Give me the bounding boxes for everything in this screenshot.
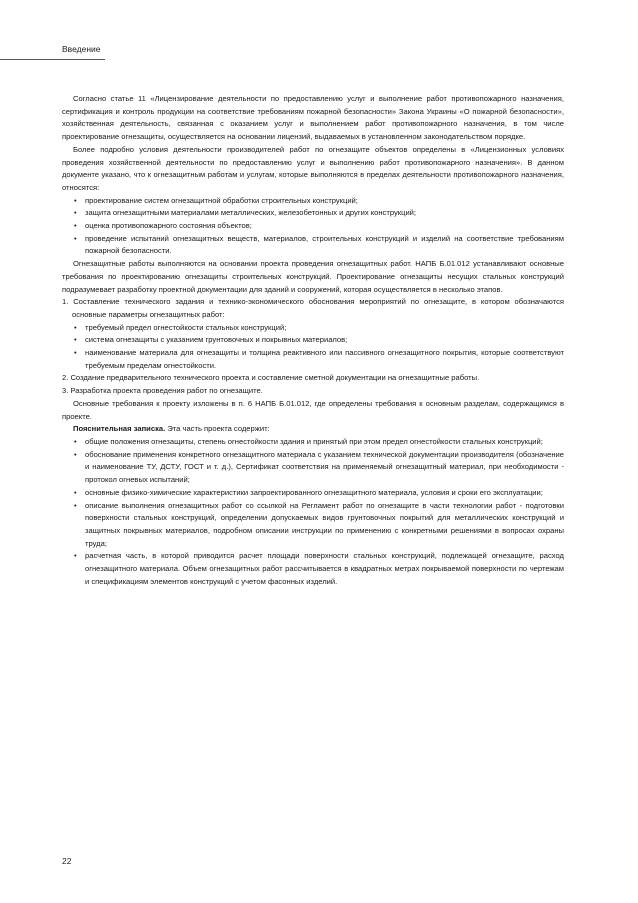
list-item: • проектирование систем огнезащитной обработки строительных конструкций;	[62, 195, 564, 208]
page-number: 22	[62, 856, 72, 866]
list-item: • обоснование применения конкретного огнезащитного материала с указанием технической документации производителя (обозначение и наименование ТУ, ДСТУ, ГОСТ и т. д.), Сертификат соответствия на применяемый огнезащитный материал, при необходимости - протокол огневых испытаний;	[62, 449, 564, 487]
explanatory-note-lead: Эта часть проекта содержит:	[165, 424, 270, 434]
step-2: 2. Создание предварительного технического проекта и составление сметной документации на огнезащитные работы.	[62, 373, 480, 383]
list-item: • защита огнезащитными материалами металлических, железобетонных и других конструкций;	[62, 207, 564, 220]
list-item: • расчетная часть, в которой приводится расчет площади поверхности стальных конструкций, подлежащей огнезащите, расход огнезащитного материала. Объем огнезащитных работ рассчитывается в квадратных метрах покрываемой поверхности по чертежам и спецификациям элементов конструкций с учетом фасонных изделий.	[62, 550, 564, 588]
list-item: • требуемый предел огнестойкости стальных конструкций;	[62, 322, 564, 335]
explanatory-note-contents-list	[62, 436, 564, 588]
list-item: • наименование материала для огнезащиты и толщина реактивного или пассивного огнезащитного покрытия, которые соответствуют требуемым пределам огнестойкости.	[62, 347, 564, 372]
running-header: Введение	[62, 44, 101, 54]
step-3: 3. Разработка проекта проведения работ по огнезащите.	[62, 386, 263, 396]
fireproofing-works-list	[62, 195, 564, 259]
paragraph-project-basis: Огнезащитные работы выполняются на основании проекта проведения огнезащитных работ. НАПБ Б.01.012 устанавливают основные требования по проектированию огнезащиты строительных конструкций. Проектирование огнезащиты несущих стальных конструкций подразумевает разработку проектной документации для зданий и сооружений, которая осуществляется в несколько этапов.	[62, 259, 564, 294]
header-divider	[0, 59, 105, 60]
fireproofing-parameters-list	[62, 322, 564, 373]
list-item: • основные физико-химические характеристики запроектированного огнезащитного материала, условия и сроки его эксплуатации;	[62, 487, 564, 500]
list-item: • описание выполнения огнезащитных работ со ссылкой на Регламент работ по огнезащите в части технологии работ - подготовки поверхности стальных конструкций, определении допускаемых видов грунтовочных покрытий для металлических конструкций и защитных покрывных материалов, подробном описании инструкции по применению с конкретными решениями в вопросах охраны труда;	[62, 500, 564, 551]
list-item: • общие положения огнезащиты, степень огнестойкости здания и принятый при этом предел огнестойкости стальных конструкций;	[62, 436, 564, 449]
explanatory-note-intro	[62, 423, 564, 436]
paragraph-license-conditions: Более подробно условия деятельности производителей работ по огнезащите объектов определены в «Лицензионных условиях проведения хозяйственной деятельности по предоставлению услуг и выполнению работ противопожарного назначения». В данном документе указано, что к огнезащитным работам и услугам, которые выполняются в пределах деятельности противопожарного назначения, относятся:	[62, 144, 564, 192]
list-item: • проведение испытаний огнезащитных веществ, материалов, строительных конструкций и изделий на соответствие требованиям пожарной безопасности.	[62, 233, 564, 258]
list-item: • оценка противопожарного состояния объектов;	[62, 220, 564, 233]
explanatory-note-label: Пояснительная записка.	[73, 424, 166, 434]
list-item: • система огнезащиты с указанием грунтовочных и покрывных материалов;	[62, 334, 564, 347]
paragraph-licensing-law: Согласно статье 11 «Лицензирование деятельности по предоставлению услуг и выполнение работ противопожарного назначения, сертификация и контроль продукции на соответствие требованиям пожарной безопасности» Закона Украины «О пожарной безопасности», хозяйственная деятельность, связанная с оказанием услуг и выполнением работ противопожарного назначения, в том числе проектирование огнезащиты, осуществляется на основании лицензий, выдаваемых в установленном законодательством порядке.	[62, 94, 564, 142]
page-body	[62, 93, 564, 588]
paragraph-project-requirements: Основные требования к проекту изложены в п. 6 НАПБ Б.01.012, где определены требования к основным разделам, содержащимся в проекте.	[62, 398, 564, 421]
step-1: 1. Составление технического задания и технико-экономического обоснования мероприятий по огнезащите, в котором обозначаются основные параметры огнезащитных работ:	[62, 297, 564, 319]
